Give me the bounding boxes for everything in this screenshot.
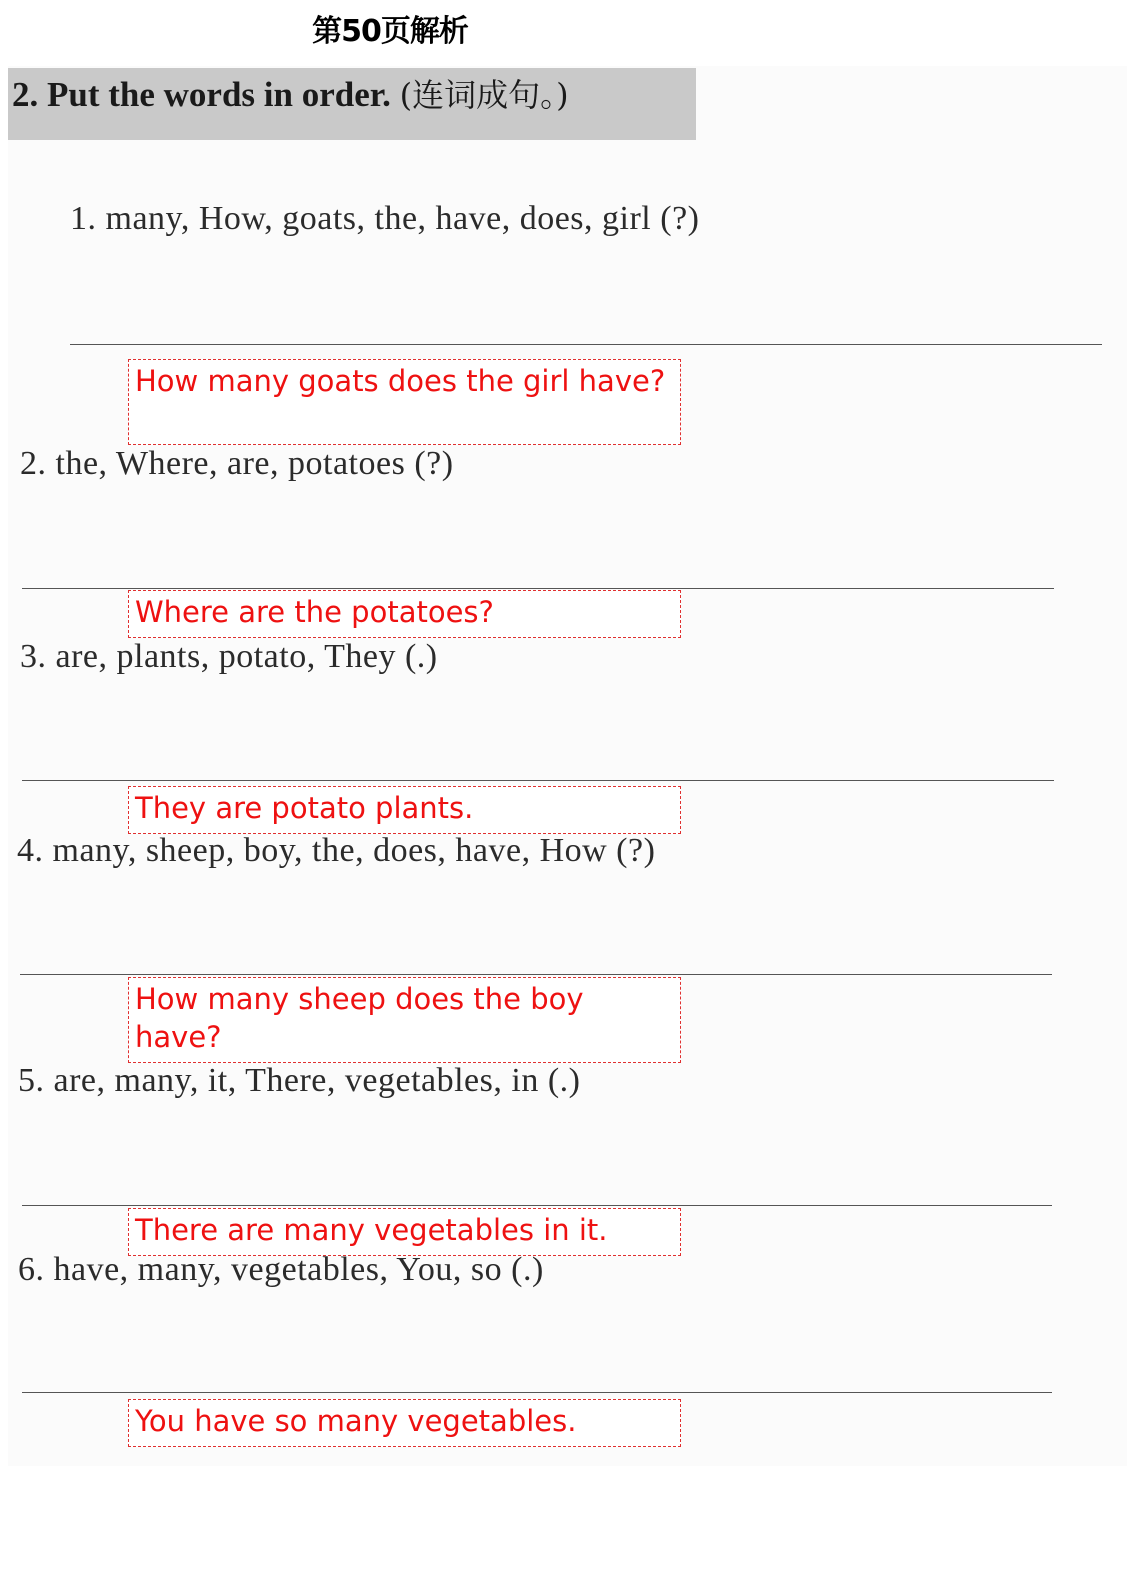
answer-box-5: There are many vegetables in it. [128, 1208, 681, 1256]
answer-line-6 [22, 1392, 1052, 1393]
question-4: 4. many, sheep, boy, the, does, have, How (?) [17, 832, 656, 869]
question-3: 3. are, plants, potato, They (.) [20, 638, 438, 675]
section-header-cn: (连词成句。) [399, 76, 569, 114]
question-1: 1. many, How, goats, the, have, does, girl (?) [70, 200, 700, 237]
answer-line-2 [22, 588, 1054, 589]
answer-box-2: Where are the potatoes? [128, 590, 681, 638]
answer-line-3 [22, 780, 1054, 781]
answer-box-6: You have so many vegetables. [128, 1399, 681, 1447]
answer-box-1: How many goats does the girl have? [128, 359, 681, 445]
answer-box-3: They are potato plants. [128, 786, 681, 834]
answer-line-4 [20, 974, 1052, 975]
answer-line-5 [22, 1205, 1052, 1206]
section-header-en: 2. Put the words in order. [12, 75, 391, 114]
question-6: 6. have, many, vegetables, You, so (.) [18, 1251, 544, 1288]
answer-line-1 [70, 344, 1102, 345]
page-title: 第50页解析 [312, 14, 468, 49]
question-2: 2. the, Where, are, potatoes (?) [20, 445, 454, 482]
section-header [12, 70, 569, 116]
answer-box-4: How many sheep does the boy have? [128, 977, 681, 1063]
question-5: 5. are, many, it, There, vegetables, in (.) [18, 1062, 581, 1099]
